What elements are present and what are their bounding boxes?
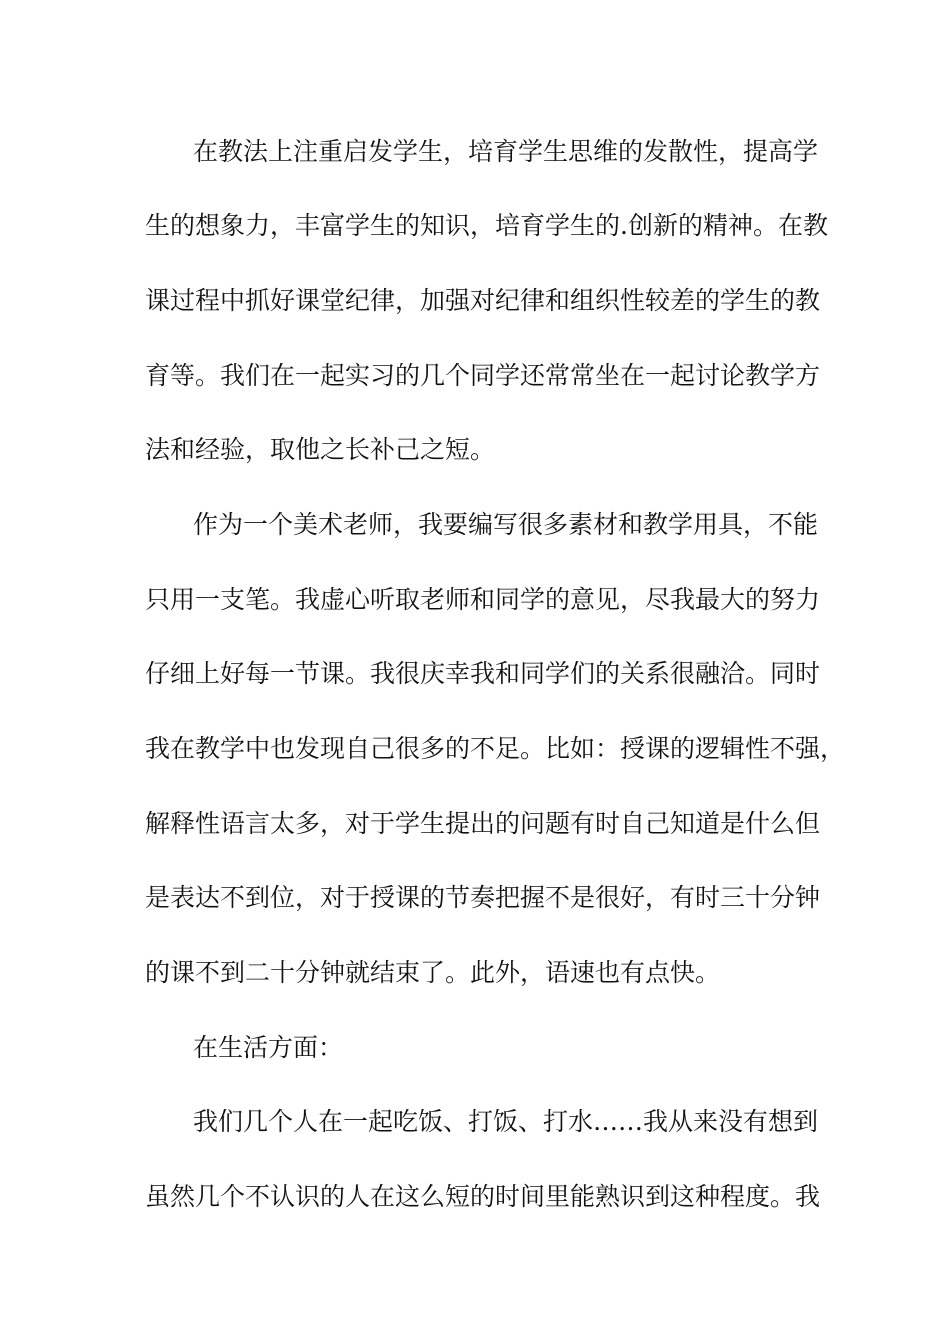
text-line: 生的想象力，丰富学生的知识，培育学生的.创新的精神。在教	[145, 211, 828, 240]
text-line: 我在教学中也发现自己很多的不足。比如：授课的逻辑性不强，	[145, 734, 846, 763]
text-line: 在教法上注重启发学生，培育学生思维的发散性，提高学	[193, 137, 819, 166]
text-line: 育等。我们在一起实习的几个同学还常常坐在一起讨论教学方	[145, 361, 821, 390]
text-line: 虽然几个不认识的人在这么短的时间里能熟识到这种程度。我	[145, 1182, 821, 1211]
text-line: 只用一支笔。我虚心听取老师和同学的意见，尽我最大的努力	[145, 585, 821, 614]
text-line: 仔细上好每一节课。我很庆幸我和同学们的关系很融洽。同时	[145, 659, 821, 688]
text-line: 解释性语言太多，对于学生提出的问题有时自己知道是什么但	[145, 809, 821, 838]
text-line: 作为一个美术老师，我要编写很多素材和教学用具，不能	[193, 510, 819, 539]
text-line: 法和经验，取他之长补己之短。	[145, 435, 496, 464]
text-line: 是表达不到位，对于授课的节奏把握不是很好，有时三十分钟	[145, 883, 821, 912]
text-line: 的课不到二十分钟就结束了。此外，语速也有点快。	[145, 958, 721, 987]
section-heading: 在生活方面：	[193, 1033, 344, 1062]
text-line: 课过程中抓好课堂纪律，加强对纪律和组织性较差的学生的教	[145, 286, 821, 315]
text-line: 我们几个人在一起吃饭、打饭、打水……我从来没有想到	[193, 1107, 819, 1136]
